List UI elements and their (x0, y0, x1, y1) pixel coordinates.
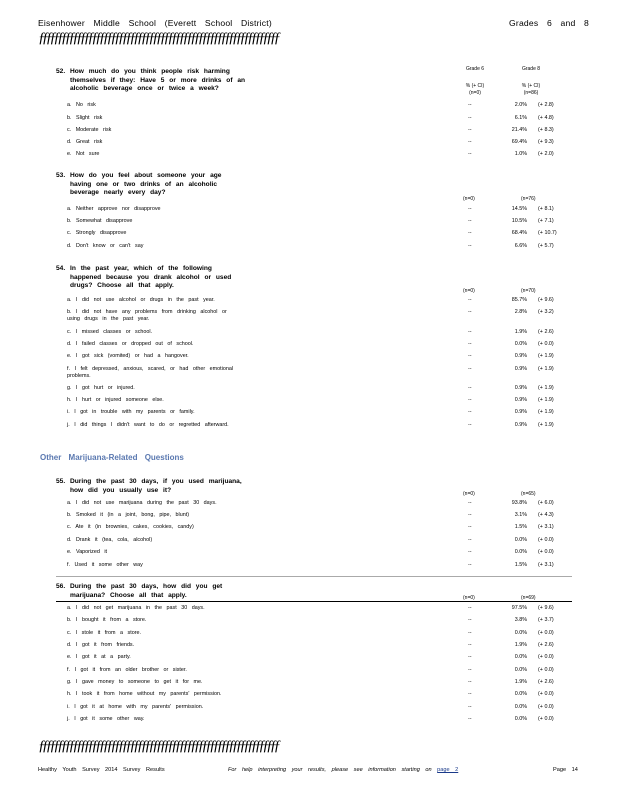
option-label: i. I got it at home with my parents' permission. (67, 704, 204, 710)
grade6-value: -- (468, 397, 472, 403)
grade8-pct: 0.0% (514, 341, 527, 347)
grade6-value: -- (468, 562, 472, 568)
option-label: h. I took it from home without my parents' permission. (67, 691, 222, 697)
grade8-pct: 3.8% (514, 617, 527, 623)
footer-page-link[interactable]: page 2 (437, 767, 459, 773)
grade6-value: -- (468, 329, 472, 335)
school-name: Eisenhower Middle School (Everett School District) (38, 18, 272, 28)
option-label: a. I did not get marijuana in the past 30 days. (67, 605, 205, 611)
option-label: f. Used it some other way (67, 562, 143, 568)
grade8-ci: (+ 3.1) (538, 562, 554, 568)
grade8-pct: 0.0% (514, 654, 527, 660)
option-label: g. I got hurt or injured. (67, 385, 135, 391)
grade6-value: -- (468, 115, 472, 121)
option-label: d. I failed classes or dropped out of school. (67, 341, 194, 347)
option-label: f. I felt depressed, anxious, scared, or had other emotional (67, 366, 234, 372)
grade8-pct: 10.5% (511, 218, 527, 224)
grade8-header: Grade 8 (521, 66, 541, 72)
grade8-ci: (+ 4.8) (538, 115, 554, 121)
grade8-pct: 0.9% (514, 353, 527, 359)
option-label: j. I did things I didn't want to do or regretted afterward. (67, 422, 229, 428)
grade6-value: -- (468, 500, 472, 506)
grade8-pct: 6.1% (514, 115, 527, 121)
question-52 (56, 68, 245, 94)
grade8-pct: 14.5% (511, 206, 527, 212)
grade6-value: -- (468, 512, 472, 518)
grade6-pct-ci-header: % (+ CI) (465, 83, 485, 89)
question-53-line-1: 53. How do you feel about someone your age (56, 172, 222, 179)
grade6-value: -- (468, 206, 472, 212)
grade6-value: -- (468, 630, 472, 636)
grade6-value: -- (468, 617, 472, 623)
option-label: i. I got in trouble with my parents or family. (67, 409, 195, 415)
grade6-value: -- (468, 716, 472, 722)
option-label: c. Moderate risk (67, 127, 112, 133)
grade8-ci: (+ 10.7) (538, 230, 557, 236)
grade8-pct: 85.7% (511, 297, 527, 303)
grade8-ci: (+ 0.0) (538, 341, 554, 347)
question-54 (56, 265, 231, 291)
grade6-value: -- (468, 230, 472, 236)
grade6-value: -- (468, 102, 472, 108)
grade8-ci: (+ 2.6) (538, 329, 554, 335)
grade6-value: -- (468, 353, 472, 359)
question-53-line-2: having one or two drinks of an alcoholic (70, 180, 218, 188)
question-54-line-3: drugs? Choose all that apply. (70, 282, 174, 290)
question-56-line-1: 56. During the past 30 days, how did you get (56, 583, 223, 590)
grade8-ci: (+ 0.0) (538, 549, 554, 555)
option-label: a. No risk (67, 102, 96, 108)
grade6-value: -- (468, 667, 472, 673)
option-label: b. Slight risk (67, 115, 103, 121)
grade8-pct: 1.9% (514, 329, 527, 335)
grade8-ci: (+ 2.8) (538, 102, 554, 108)
grade6-header: Grade 6 (465, 66, 485, 72)
grade8-ci: (+ 2.6) (538, 642, 554, 648)
grade8-pct: 6.6% (514, 243, 527, 249)
grade8-ci: (+ 9.3) (538, 139, 554, 145)
grade8-pct: 68.4% (511, 230, 527, 236)
option-label: d. I got it from friends. (67, 642, 135, 648)
q54-grade8-n: (n=70) (521, 288, 536, 294)
question-54-line-1: 54. In the past year, which of the following (56, 265, 212, 272)
option-label: a. Neither approve nor disapprove (67, 206, 161, 212)
option-label: h. I hurt or injured someone else. (67, 397, 164, 403)
grade6-value: -- (468, 605, 472, 611)
question-52-line-2: themselves if they: Have 5 or more drinks of an (70, 76, 246, 84)
q55-grade8-n: (n=65) (521, 491, 536, 497)
grade8-ci: (+ 8.3) (538, 127, 554, 133)
option-label: b. I bought it from a store. (67, 617, 147, 623)
grade8-ci: (+ 4.3) (538, 512, 554, 518)
footer-page-number: Page 14 (553, 767, 578, 773)
q54-grade6-n: (n=0) (463, 288, 475, 294)
option-label: b. Somewhat disapprove (67, 218, 133, 224)
grade8-pct: 1.5% (514, 562, 527, 568)
option-label: d. Don't know or can't say (67, 243, 144, 249)
grade8-ci: (+ 0.0) (538, 630, 554, 636)
divider (56, 576, 572, 577)
option-label: e. Not sure (67, 151, 100, 157)
question-53 (56, 172, 221, 198)
question-55-line-1: 55. During the past 30 days, if you used marijuana, (56, 478, 242, 485)
option-label: j. I got it some other way. (67, 716, 145, 722)
grade6-value: -- (468, 691, 472, 697)
grade6-value: -- (468, 704, 472, 710)
grade6-value: -- (468, 679, 472, 685)
grade8-ci: (+ 0.0) (538, 654, 554, 660)
question-53-line-3: beverage nearly every day? (70, 189, 166, 197)
grade8-ci: (+ 5.7) (538, 243, 554, 249)
question-55 (56, 478, 242, 495)
option-label: e. I got sick (vomited) or had a hangover. (67, 353, 189, 359)
grade8-pct: 0.0% (514, 549, 527, 555)
grade8-ci: (+ 1.9) (538, 422, 554, 428)
grade8-pct: 3.1% (514, 512, 527, 518)
grade8-pct: 0.9% (514, 366, 527, 372)
question-52-line-1: 52. How much do you think people risk harming (56, 68, 230, 75)
question-56 (56, 583, 222, 600)
grade6-value: -- (468, 139, 472, 145)
grade8-pct: 0.0% (514, 691, 527, 697)
q53-grade6-n: (n=0) (463, 196, 475, 202)
q53-grade8-n: (n=76) (521, 196, 536, 202)
grade6-value: -- (468, 218, 472, 224)
footer-survey-title: Healthy Youth Survey 2014 Survey Results (38, 767, 165, 773)
option-label: a. I did not use marijuana during the past 30 days. (67, 500, 217, 506)
question-55-line-2: how did you usually use it? (70, 486, 172, 494)
grade8-ci: (+ 0.0) (538, 716, 554, 722)
grade8-pct: 1.9% (514, 679, 527, 685)
grade6-value: -- (468, 537, 472, 543)
grade8-ci: (+ 1.9) (538, 409, 554, 415)
grade8-ci: (+ 7.1) (538, 218, 554, 224)
grade6-value: -- (468, 409, 472, 415)
option-label: g. I gave money to someone to get it for me. (67, 679, 203, 685)
grade8-pct: 2.0% (514, 102, 527, 108)
grade8-pct: 2.8% (514, 309, 527, 315)
option-label: c. I missed classes or school. (67, 329, 153, 335)
option-label: e. I got it at a party. (67, 654, 131, 660)
grade6-value: -- (468, 297, 472, 303)
grade8-pct: 1.5% (514, 524, 527, 530)
grade8-ci: (+ 1.9) (538, 366, 554, 372)
grade8-pct: 1.0% (514, 151, 527, 157)
option-label: c. Strongly disapprove (67, 230, 127, 236)
footer-rule: ƒƒƒƒƒƒƒƒƒƒƒƒƒƒƒƒƒƒƒƒƒƒƒƒƒƒƒƒƒƒƒƒƒƒƒƒƒƒƒƒƒƒƒƒƒƒƒƒƒƒƒƒƒƒƒƒƒƒƒƒƒƒƒ (38, 738, 278, 754)
grade8-ci: (+ 8.1) (538, 206, 554, 212)
grade6-value: -- (468, 422, 472, 428)
grade8-ci: (+ 0.0) (538, 537, 554, 543)
grade8-ci: (+ 0.0) (538, 704, 554, 710)
q56-grade8-n: (n=69) (521, 595, 536, 601)
grade8-pct: 0.9% (514, 409, 527, 415)
option-label: b. Smoked it (in a joint, bong, pipe, blunt) (67, 512, 189, 518)
question-54-line-2: happened because you drank alcohol or used (70, 273, 232, 281)
grade8-ci: (+ 0.0) (538, 667, 554, 673)
divider (56, 601, 572, 602)
grade8-ci: (+ 9.6) (538, 605, 554, 611)
grades-label: Grades 6 and 8 (509, 18, 590, 28)
grade8-pct: 0.0% (514, 716, 527, 722)
grade6-value: -- (468, 366, 472, 372)
grade8-pct: 69.4% (511, 139, 527, 145)
grade8-pct: 0.9% (514, 397, 527, 403)
grade8-ci: (+ 1.9) (538, 397, 554, 403)
grade6-value: -- (468, 243, 472, 249)
grade6-value: -- (468, 127, 472, 133)
q55-grade6-n: (n=0) (463, 491, 475, 497)
option-label: c. Ate it (in brownies, cakes, cookies, candy) (67, 524, 194, 530)
grade6-n: (n=0) (469, 90, 481, 96)
grade8-ci: (+ 3.7) (538, 617, 554, 623)
section-title: Other Marijuana-Related Questions (40, 453, 184, 462)
grade8-ci: (+ 1.9) (538, 353, 554, 359)
grade8-pct: 0.0% (514, 704, 527, 710)
grade8-ci: (+ 1.9) (538, 385, 554, 391)
grade8-ci: (+ 3.1) (538, 524, 554, 530)
option-label: c. I stole it from a store. (67, 630, 142, 636)
grade8-pct: 21.4% (511, 127, 527, 133)
option-label: e. Vaporized it (67, 549, 108, 555)
grade6-value: -- (468, 549, 472, 555)
grade8-ci: (+ 0.0) (538, 691, 554, 697)
option-label: a. I did not use alcohol or drugs in the past year. (67, 297, 215, 303)
option-label: d. Great risk (67, 139, 103, 145)
grade6-value: -- (468, 654, 472, 660)
grade8-pct: 0.0% (514, 630, 527, 636)
grade8-pct: 0.9% (514, 385, 527, 391)
question-52-line-3: alcoholic beverage once or twice a week? (70, 85, 219, 93)
header-rule: ƒƒƒƒƒƒƒƒƒƒƒƒƒƒƒƒƒƒƒƒƒƒƒƒƒƒƒƒƒƒƒƒƒƒƒƒƒƒƒƒƒƒƒƒƒƒƒƒƒƒƒƒƒƒƒƒƒƒƒƒƒƒƒ (38, 30, 278, 46)
grade8-pct-ci-header: % (+ CI) (521, 83, 541, 89)
footer-help-text: For help interpreting your results, please see information starting on page 2 (228, 767, 459, 773)
grade8-n: (n=86) (523, 90, 539, 96)
grade6-value: -- (468, 309, 472, 315)
grade8-pct: 0.9% (514, 422, 527, 428)
grade6-value: -- (468, 341, 472, 347)
grade8-pct: 93.8% (511, 500, 527, 506)
option-label-cont: problems. (67, 373, 91, 379)
option-label: f. I got it from an older brother or sister. (67, 667, 187, 673)
grade6-value: -- (468, 385, 472, 391)
option-label: b. I did not have any problems from drinking alcohol or (67, 309, 227, 315)
grade6-value: -- (468, 642, 472, 648)
q56-grade6-n: (n=0) (463, 595, 475, 601)
grade8-ci: (+ 9.6) (538, 297, 554, 303)
grade8-pct: 0.0% (514, 537, 527, 543)
grade6-value: -- (468, 524, 472, 530)
grade8-ci: (+ 6.0) (538, 500, 554, 506)
question-56-line-2: marijuana? Choose all that apply. (70, 591, 187, 599)
grade8-ci: (+ 3.2) (538, 309, 554, 315)
grade8-pct: 1.9% (514, 642, 527, 648)
grade8-pct: 97.5% (511, 605, 527, 611)
option-label-cont: using drugs in the past year. (67, 316, 150, 322)
grade8-pct: 0.0% (514, 667, 527, 673)
grade8-ci: (+ 2.0) (538, 151, 554, 157)
grade8-ci: (+ 2.6) (538, 679, 554, 685)
option-label: d. Drank it (tea, cola, alcohol) (67, 537, 153, 543)
grade6-value: -- (468, 151, 472, 157)
